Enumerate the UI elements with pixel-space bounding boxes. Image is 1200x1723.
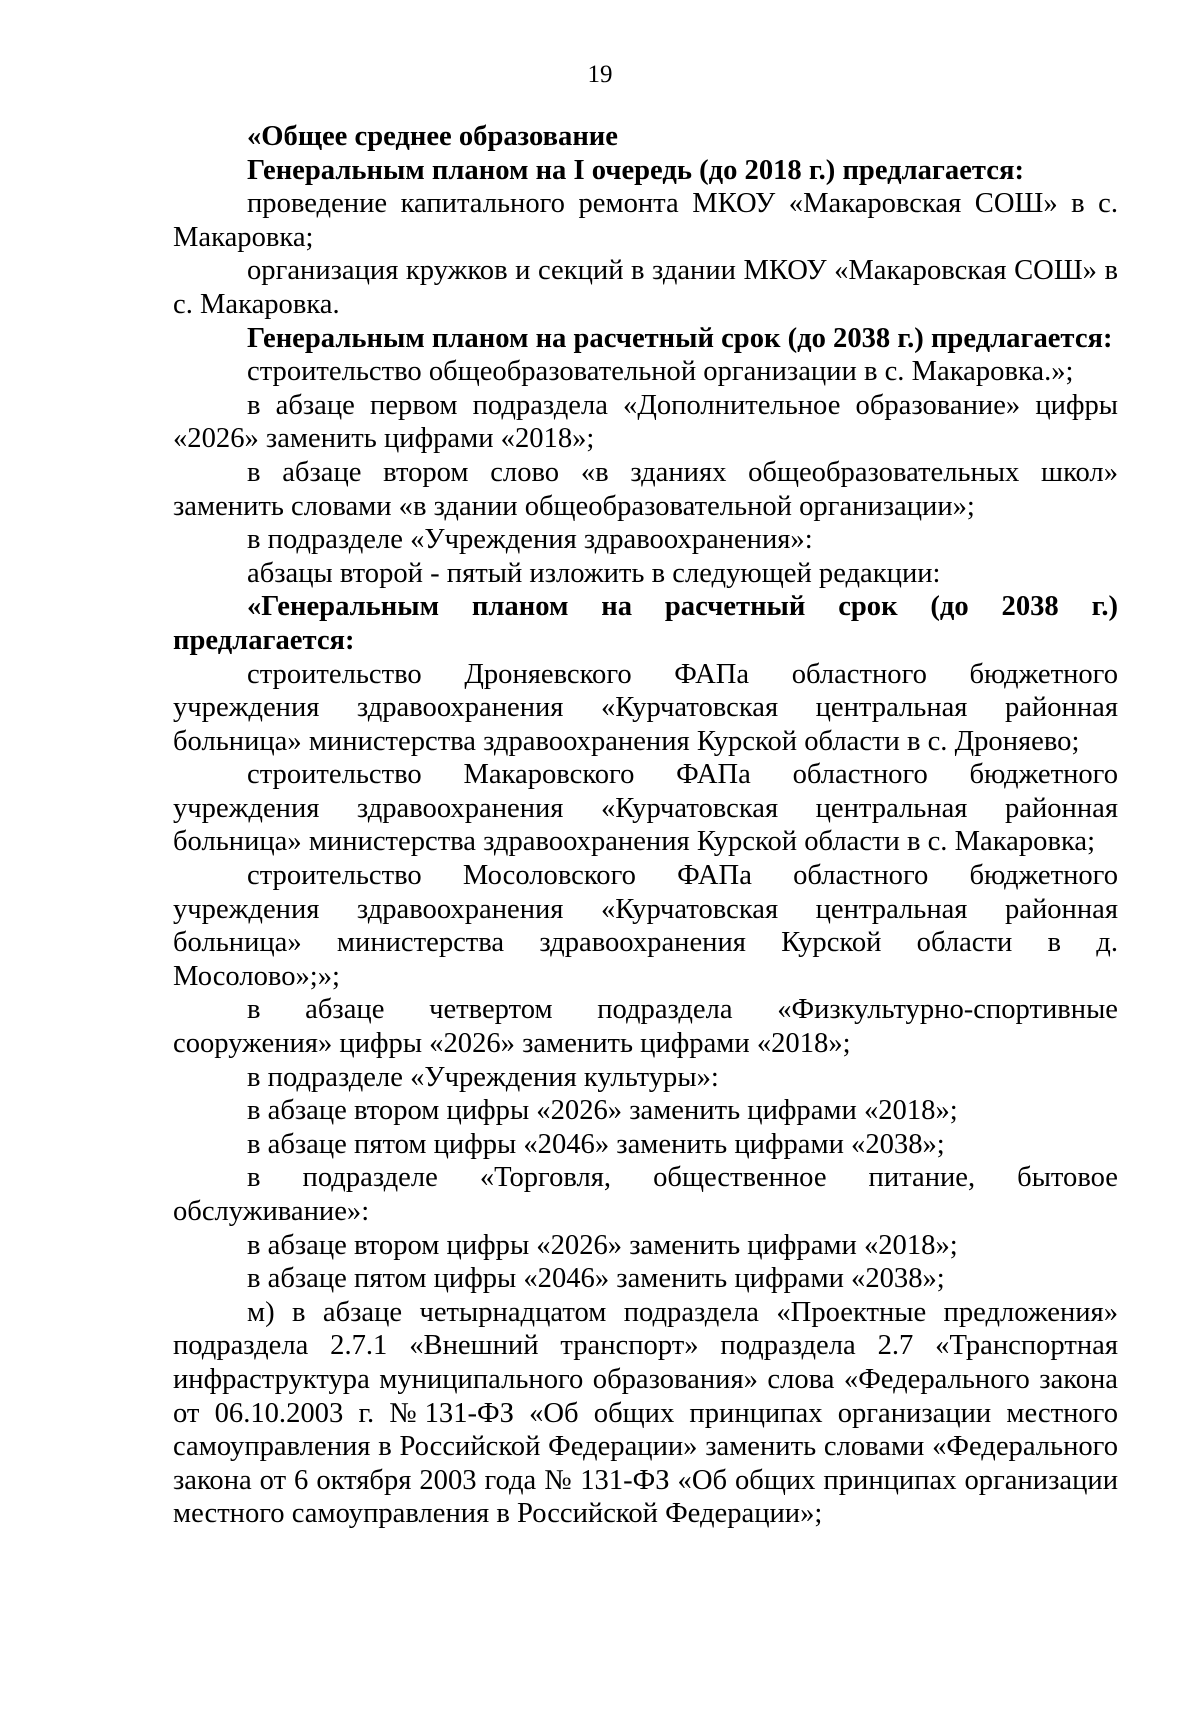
paragraph: организация кружков и секций в здании МКОУ «Макаровская СОШ» в с. Макаровка. [173, 255, 1118, 320]
paragraph: в абзаце втором цифры «2026» заменить цифрами «2018»; [247, 1229, 958, 1261]
section-heading: «Общее среднее образование [247, 121, 618, 152]
paragraph: строительство Дроняевского ФАПа областного бюджетного учреждения здравоохранения «Курчатовская центральная районная больница» министерства здравоохранения Курской области в с. Дроняево; [173, 658, 1118, 757]
section-heading: Генеральным планом на расчетный срок (до 2038 г.) предлагается: [247, 322, 1113, 354]
section-heading: «Генеральным планом на расчетный срок (до 2038 г.) предлагается: [173, 591, 1118, 656]
section-heading: Генеральным планом на I очередь (до 2018 г.) предлагается: [247, 154, 1024, 186]
paragraph: проведение капитального ремонта МКОУ «Макаровская СОШ» в с. Макаровка; [173, 188, 1118, 253]
page-number: 19 [587, 61, 613, 88]
paragraph: в подразделе «Учреждения культуры»: [247, 1061, 719, 1093]
paragraph: строительство общеобразовательной организации в с. Макаровка.»; [247, 356, 1074, 388]
paragraph: в абзаце первом подраздела «Дополнительное образование» цифры «2026» заменить цифрами «2018»; [173, 389, 1118, 455]
paragraph: абзацы второй - пятый изложить в следующей редакции: [247, 557, 941, 589]
paragraph: в абзаце втором слово «в зданиях общеобразовательных школ» заменить словами «в здании общеобразовательной организации»; [173, 456, 1118, 522]
paragraph: строительство Мосоловского ФАПа областного бюджетного учреждения здравоохранения «Курчатовская центральная районная больница» министерства здравоохранения Курской области в д. Мосолово»;»; [173, 860, 1118, 992]
paragraph: м) в абзаце четырнадцатом подраздела «Проектные предложения» подраздела 2.7.1 «Внешний транспорт» подраздела 2.7 «Транспортная инфраструктура муниципального образования» слова «Федерального закона от 06.10.2003 г. №131-ФЗ «Об общих принципах организации местного самоуправления в Российской Федерации» заменить словами «Федерального закона от 6 октября 2003 года № 131-ФЗ «Об общих принципах организации местного самоуправления в Российской Федерации»; [173, 1296, 1118, 1530]
paragraph: в абзаце пятом цифры «2046» заменить цифрами «2038»; [247, 1128, 945, 1160]
paragraph: в подразделе «Торговля, общественное питание, бытовое обслуживание»: [173, 1162, 1118, 1227]
paragraph: в абзаце пятом цифры «2046» заменить цифрами «2038»; [247, 1263, 945, 1295]
document-body [173, 120, 1118, 1531]
paragraph: в абзаце четвертом подраздела «Физкультурно-спортивные сооружения» цифры «2026» заменить цифрами «2018»; [173, 994, 1118, 1060]
paragraph: в подразделе «Учреждения здравоохранения»: [247, 524, 813, 556]
paragraph: строительство Макаровского ФАПа областного бюджетного учреждения здравоохранения «Курчатовская центральная районная больница» министерства здравоохранения Курской области в с. Макаровка; [173, 759, 1118, 858]
paragraph: в абзаце втором цифры «2026» заменить цифрами «2018»; [247, 1095, 958, 1127]
